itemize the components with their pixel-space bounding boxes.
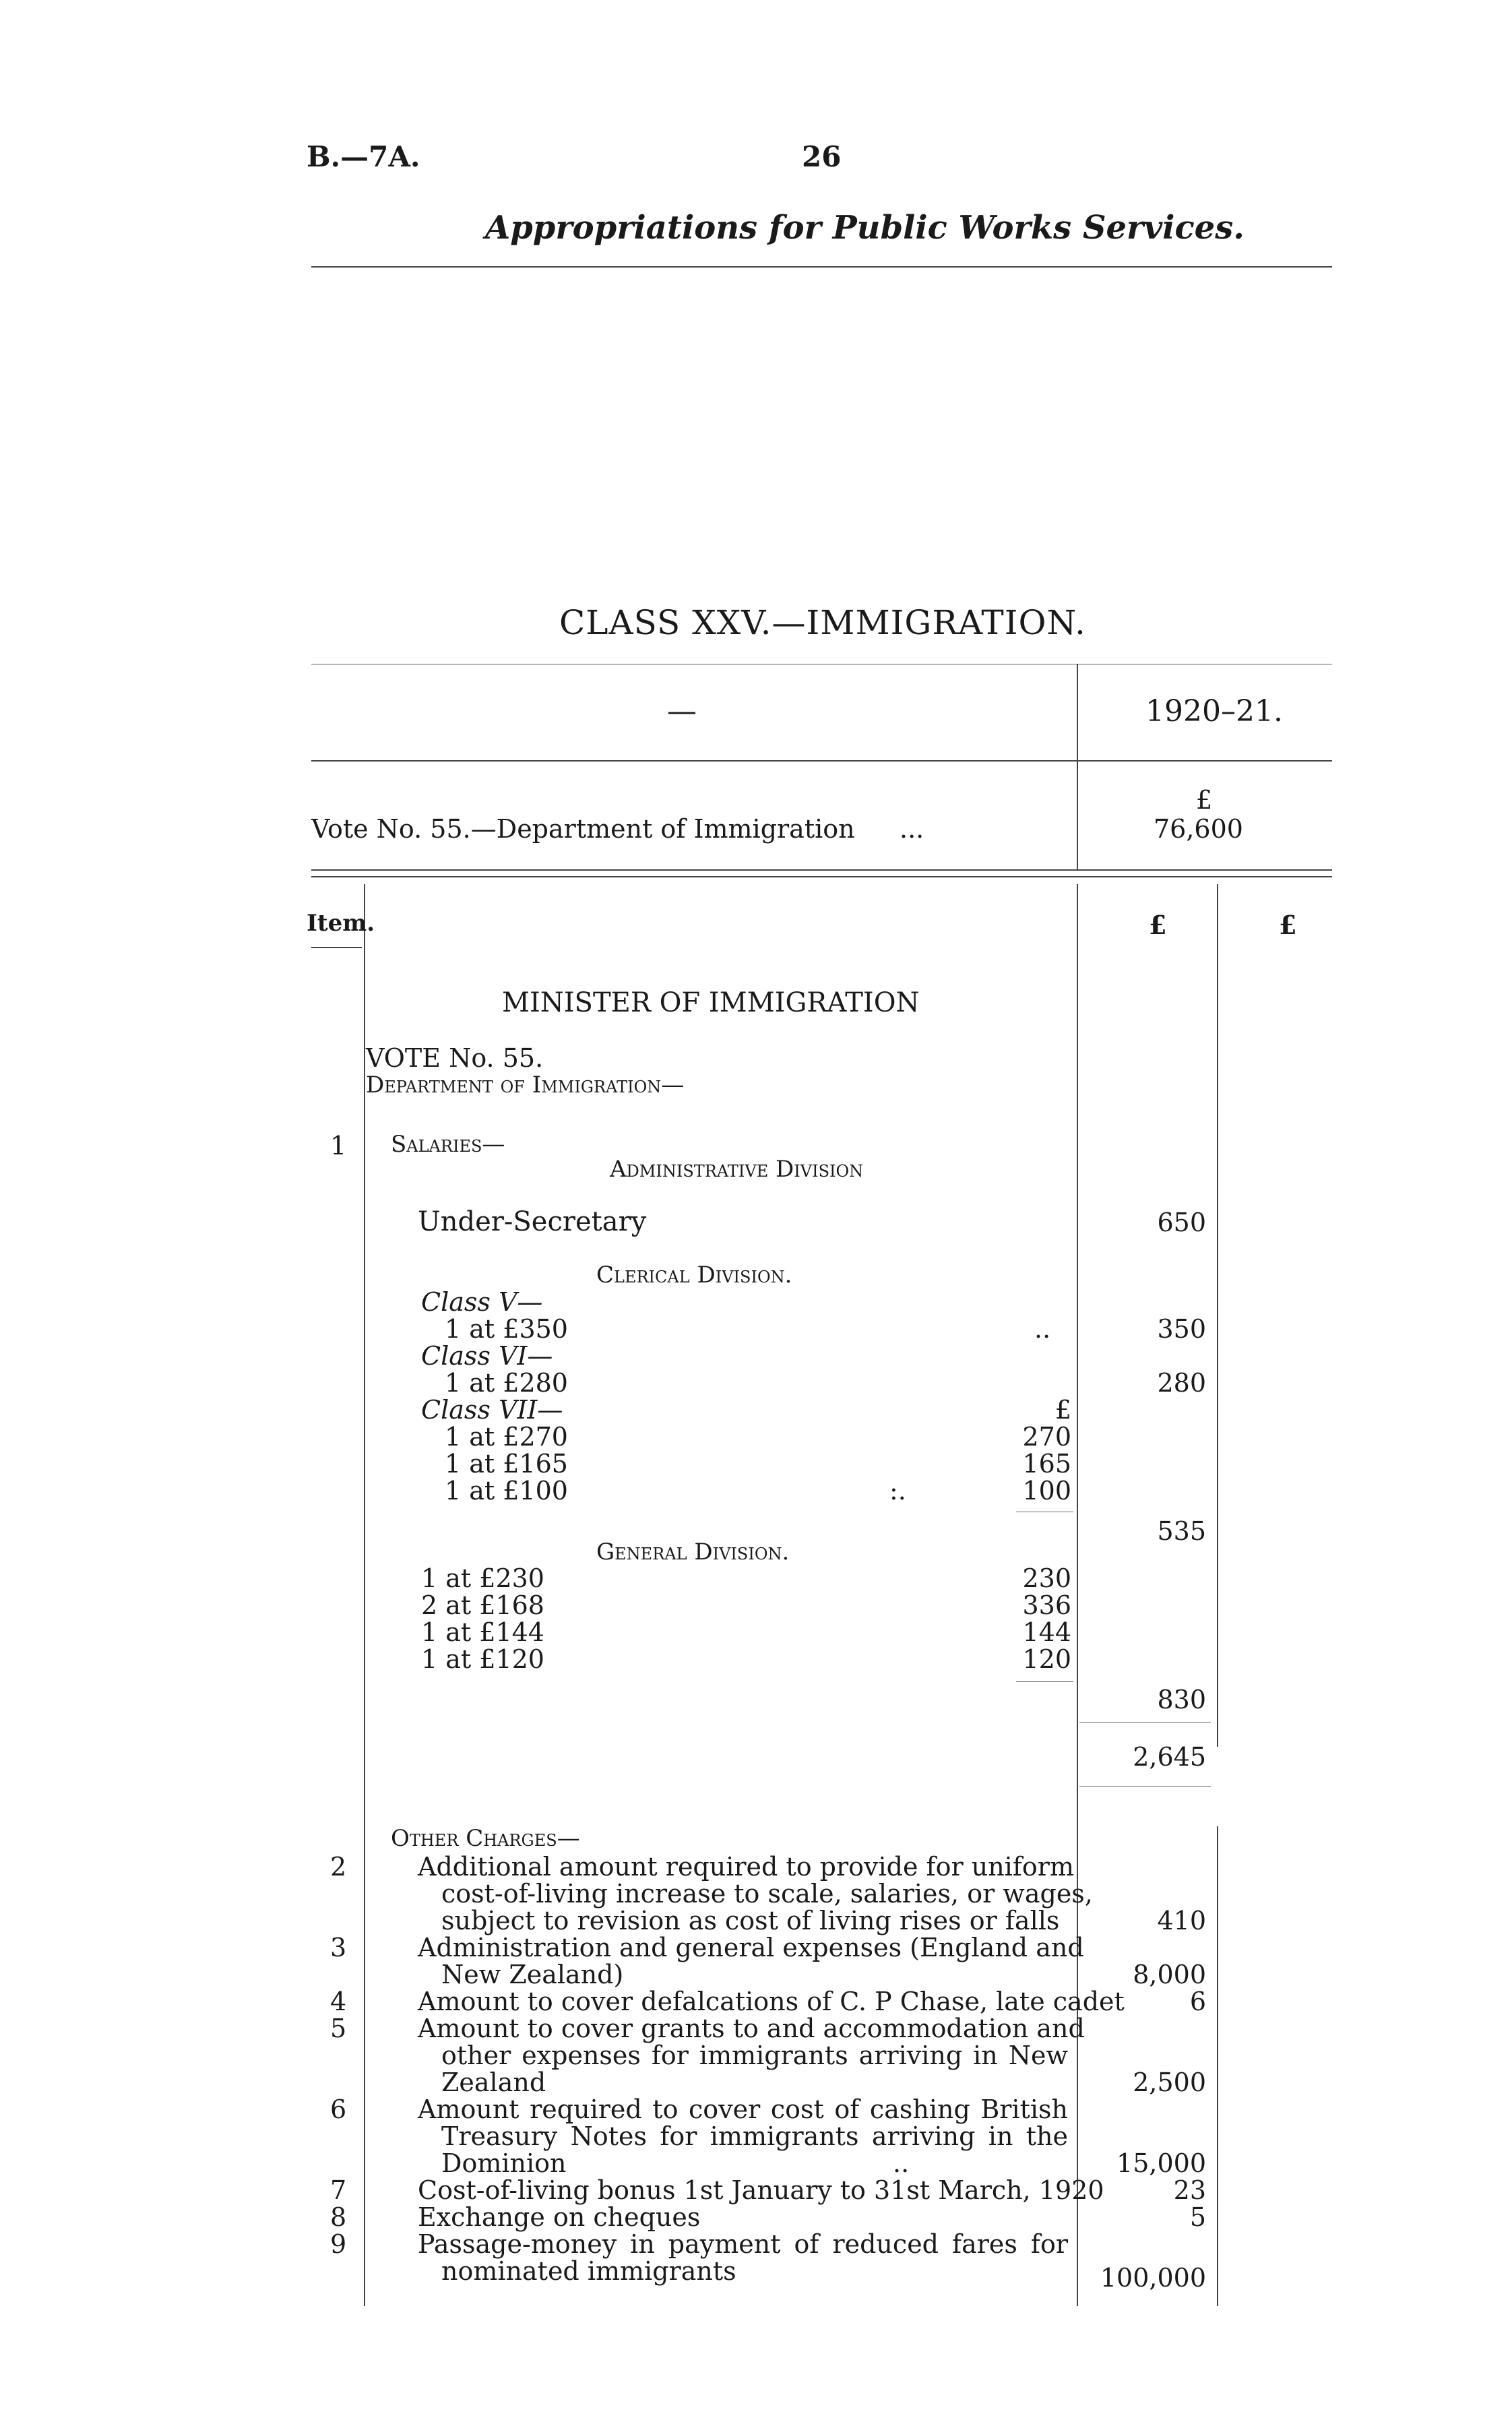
summary-bottom-rule-double bbox=[311, 876, 1332, 877]
general-amount: 336 bbox=[1022, 1590, 1071, 1620]
item-amount-8: 5 bbox=[1189, 2202, 1206, 2232]
summary-bottom-rule bbox=[311, 869, 1332, 871]
page-title: Appropriations for Public Works Services. bbox=[485, 209, 1245, 247]
general-amount: 230 bbox=[1022, 1563, 1071, 1593]
item-amount-6: 15,000 bbox=[1116, 2148, 1206, 2178]
item-amount-3: 8,000 bbox=[1133, 1960, 1206, 1989]
item-description-line: nominated immigrants bbox=[441, 2256, 736, 2286]
item-number-6: 6 bbox=[330, 2095, 347, 2124]
class-title: CLASS XXV.—IMMIGRATION. bbox=[559, 603, 1086, 642]
item-column-header: Item. bbox=[307, 910, 375, 937]
class-vi-heading: Class VI— bbox=[421, 1341, 553, 1371]
item-description-line: New Zealand) bbox=[441, 1960, 624, 1989]
class-vii-amount: 270 bbox=[1022, 1422, 1071, 1452]
item-description-line: Cost-of-living bonus 1st January to 31st March, 1920 bbox=[418, 2175, 1104, 2205]
general-subtotal-rule bbox=[1016, 1681, 1073, 1682]
item-number-1: 1 bbox=[330, 1131, 347, 1160]
general-amount: 120 bbox=[1022, 1644, 1071, 1674]
item-amount-2: 410 bbox=[1157, 1906, 1206, 1935]
summary-divider bbox=[1077, 664, 1078, 869]
amount-column-divider-upper bbox=[1217, 884, 1218, 1747]
item-column-divider bbox=[364, 884, 365, 2306]
item-amount-4: 6 bbox=[1189, 1987, 1206, 2016]
vote-label: Vote No. 55.—Department of Immigration bbox=[311, 814, 855, 844]
item-description-line: cost-of-living increase to scale, salaries, or wages, bbox=[441, 1879, 1093, 1909]
item-number-2: 2 bbox=[330, 1852, 347, 1882]
class-vii-line: 1 at £270 bbox=[445, 1422, 568, 1452]
general-line: 1 at £230 bbox=[421, 1563, 544, 1593]
minister-heading: MINISTER OF IMMIGRATION bbox=[502, 987, 920, 1018]
general-division-heading: General Division. bbox=[596, 1539, 790, 1565]
item-description-line: Additional amount required to provide for uniform bbox=[418, 1852, 1074, 1882]
item-number-5: 5 bbox=[330, 2014, 347, 2043]
administrative-division-heading: Administrative Division bbox=[610, 1156, 864, 1183]
item-description-line: Administration and general expenses (England and bbox=[418, 1933, 1084, 1962]
item-description-line: Amount to cover defalcations of C. P Chase, late cadet bbox=[418, 1987, 1125, 2016]
general-amount: 144 bbox=[1022, 1617, 1071, 1647]
department-heading: Department of Immigration— bbox=[366, 1072, 685, 1098]
item-number-7: 7 bbox=[330, 2175, 347, 2205]
summary-description-header: — bbox=[667, 694, 697, 728]
class-vii-amount: 100 bbox=[1022, 1476, 1071, 1506]
clerical-division-heading: Clerical Division. bbox=[596, 1262, 792, 1289]
vote-currency: £ bbox=[1196, 785, 1213, 815]
general-line: 1 at £144 bbox=[421, 1617, 544, 1647]
item-amount-7: 23 bbox=[1173, 2175, 1206, 2205]
under-secretary-amount: 650 bbox=[1157, 1208, 1206, 1237]
item-description-line: Exchange on cheques bbox=[418, 2202, 701, 2232]
class-vii-dots: :. bbox=[889, 1476, 906, 1506]
amount-column-header-1: £ bbox=[1149, 910, 1167, 940]
class-vii-heading: Class VII— bbox=[421, 1395, 563, 1425]
item-number-9: 9 bbox=[330, 2229, 347, 2259]
class-vi-amount: 280 bbox=[1157, 1368, 1206, 1398]
class-vii-amount: 165 bbox=[1022, 1449, 1071, 1479]
item-description-line: Treasury Notes for immigrants arriving in the bbox=[441, 2121, 1068, 2151]
item-description-line: Amount required to cover cost of cashing British bbox=[418, 2095, 1068, 2124]
item-description-line: Dominion bbox=[441, 2148, 567, 2178]
item-amount-9: 100,000 bbox=[1100, 2263, 1206, 2293]
class-vii-line: 1 at £165 bbox=[445, 1449, 568, 1479]
class-vii-currency: £ bbox=[1054, 1395, 1071, 1425]
item-description-line: other expenses for immigrants arriving in New bbox=[441, 2041, 1068, 2070]
vote-number: VOTE No. 55. bbox=[366, 1043, 544, 1073]
class-v-heading: Class V— bbox=[421, 1287, 543, 1317]
item-description-line: Passage-money in payment of reduced fares for bbox=[418, 2229, 1068, 2259]
item-header-rule bbox=[311, 947, 362, 948]
item-6-dots: .. bbox=[893, 2148, 910, 2178]
amount-column-header-2: £ bbox=[1279, 910, 1297, 940]
item-amount-5: 2,500 bbox=[1133, 2068, 1206, 2097]
salaries-heading: Salaries— bbox=[391, 1131, 505, 1158]
salaries-total: 2,645 bbox=[1133, 1742, 1206, 1772]
vote-amount: 76,600 bbox=[1154, 814, 1243, 844]
class-v-dots: .. bbox=[1034, 1314, 1051, 1344]
class-vii-total: 535 bbox=[1157, 1516, 1206, 1546]
salaries-total-bottom-rule bbox=[1079, 1786, 1211, 1787]
summary-year-header: 1920–21. bbox=[1145, 694, 1283, 728]
vote-dots: ... bbox=[900, 814, 924, 844]
header-rule bbox=[311, 266, 1332, 268]
summary-header-rule bbox=[311, 760, 1332, 762]
amount-column-divider-lower bbox=[1217, 1826, 1218, 2306]
under-secretary-label: Under-Secretary bbox=[418, 1206, 647, 1237]
salaries-total-rule bbox=[1079, 1722, 1211, 1723]
item-description-line: subject to revision as cost of living rises or falls bbox=[441, 1906, 1060, 1935]
class-vii-line: 1 at £100 bbox=[445, 1476, 568, 1506]
page-number: 26 bbox=[802, 140, 842, 173]
item-number-4: 4 bbox=[330, 1987, 347, 2016]
general-line: 2 at £168 bbox=[421, 1590, 544, 1620]
document-reference: B.—7A. bbox=[307, 140, 420, 173]
item-description-line: Amount to cover grants to and accommodation and bbox=[418, 2014, 1085, 2043]
other-charges-heading: Other Charges— bbox=[391, 1825, 580, 1852]
general-total: 830 bbox=[1157, 1685, 1206, 1714]
description-column-divider bbox=[1077, 884, 1078, 2306]
item-description-line: Zealand bbox=[441, 2068, 546, 2097]
class-v-line: 1 at £350 bbox=[445, 1314, 568, 1344]
general-line: 1 at £120 bbox=[421, 1644, 544, 1674]
item-number-3: 3 bbox=[330, 1933, 347, 1962]
class-vi-line: 1 at £280 bbox=[445, 1368, 568, 1398]
class-v-amount: 350 bbox=[1157, 1314, 1206, 1344]
item-number-8: 8 bbox=[330, 2202, 347, 2232]
